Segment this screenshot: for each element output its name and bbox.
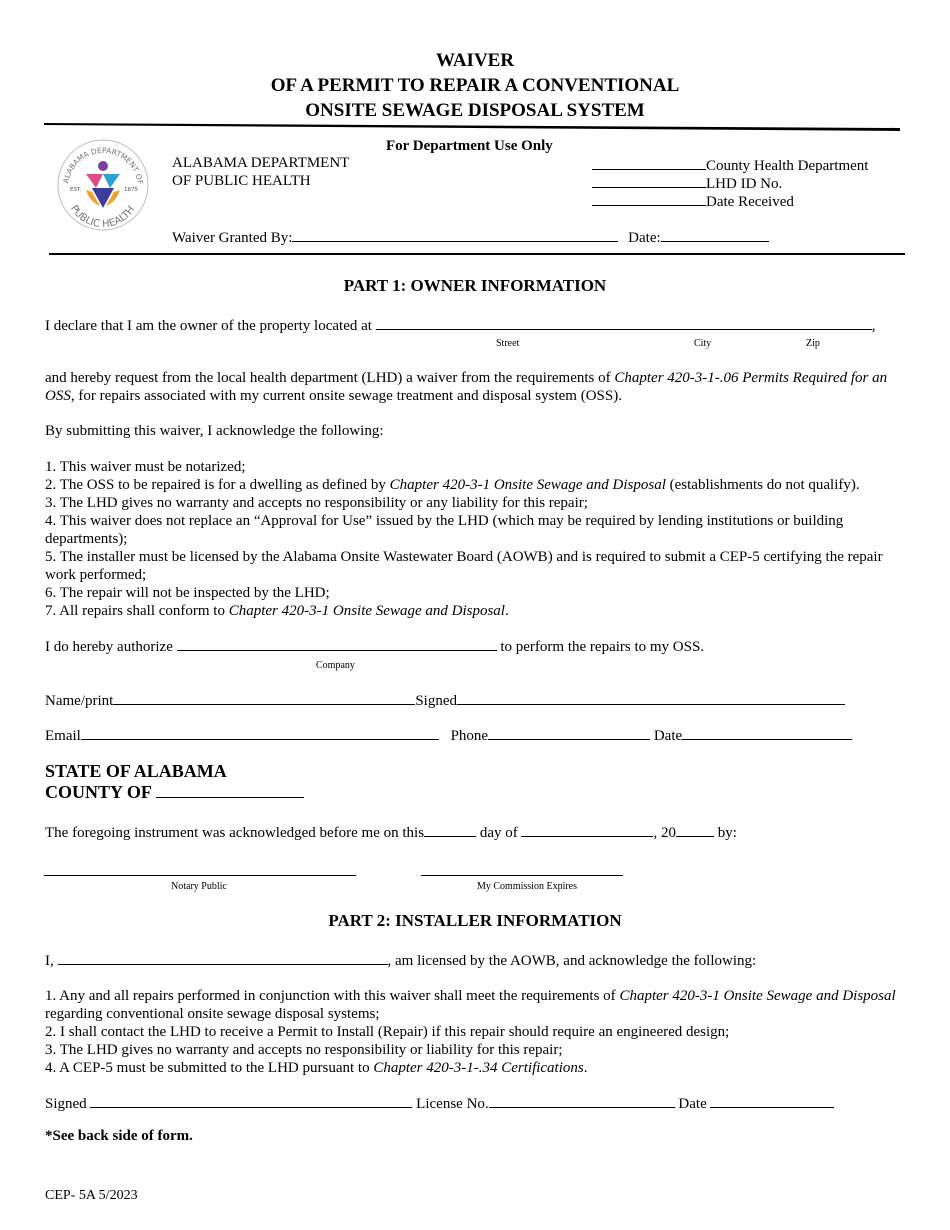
owner-declare-row <box>45 315 875 335</box>
waiver-granted-row <box>172 227 769 247</box>
installer-item-4-text: 4. A CEP-5 must be submitted to the LHD pursuant to <box>45 1060 374 1076</box>
name-print-field[interactable] <box>113 690 415 705</box>
part2-heading: PART 2: INSTALLER INFORMATION <box>328 911 622 930</box>
authorize-suffix: to perform the repairs to my OSS. <box>500 639 705 655</box>
lhd-id-label: LHD ID No. <box>706 176 783 192</box>
installer-ack-list <box>45 987 905 1077</box>
notary-month-field[interactable] <box>521 822 653 837</box>
county-label: COUNTY OF <box>45 782 152 802</box>
notary-day-field[interactable] <box>424 822 476 837</box>
ack-item-7-text: 7. All repairs shall conform to <box>45 603 229 619</box>
date-received-label: Date Received <box>706 194 794 210</box>
state-of-alabama: STATE OF ALABAMA <box>45 761 227 781</box>
ack-item-6: 6. The repair will not be inspected by the LHD; <box>45 585 330 601</box>
ack-item-3: 3. The LHD gives no warranty and accepts no responsibility or any liability for this repair; <box>45 495 588 511</box>
email-phone-row <box>45 725 852 745</box>
email-field[interactable] <box>81 725 439 740</box>
company-field[interactable] <box>177 636 497 651</box>
county-health-dept-row <box>592 155 868 175</box>
county-health-dept-label: County Health Department <box>706 158 869 174</box>
installer-item-2: 2. I shall contact the LHD to receive a Permit to Install (Repair) if this repair should require an engineered design; <box>45 1024 730 1040</box>
ack-item-2 <box>45 476 905 494</box>
ack-item-7 <box>45 602 905 620</box>
street-label: Street <box>496 338 520 349</box>
dept-use-heading: For Department Use Only <box>386 138 553 154</box>
notary-year-field[interactable] <box>676 822 714 837</box>
installer-item-1-text: 1. Any and all repairs performed in conjunction with this waiver shall meet the requirements of <box>45 988 620 1004</box>
dept-section-rule <box>49 253 905 255</box>
ack-item-1: 1. This waiver must be notarized; <box>45 459 246 475</box>
request-citation: Chapter 420-3-1-.06 Permits Required for an OSS <box>45 370 888 404</box>
ack-intro: By submitting this waiver, I acknowledge the following: <box>45 423 384 439</box>
county-row <box>45 782 304 803</box>
part1-heading: PART 1: OWNER INFORMATION <box>343 276 607 295</box>
authorize-row <box>45 636 704 656</box>
owner-date-label: Date <box>653 728 683 744</box>
ack-item-2-citation: Chapter 420-3-1 Onsite Sewage and Disposal <box>389 477 666 493</box>
form-title-line2: OF A PERMIT TO REPAIR A CONVENTIONAL <box>270 75 680 96</box>
notary-ack-label: The foregoing instrument was acknowledged before me on this <box>45 825 425 841</box>
form-id: CEP- 5A 5/2023 <box>45 1188 138 1203</box>
city-label: City <box>694 338 712 349</box>
installer-item-3: 3. The LHD gives no warranty and accepts no responsibility or liability for this repair; <box>45 1042 563 1058</box>
installer-item-4-end: . <box>583 1060 588 1076</box>
date-received-field[interactable] <box>592 191 706 206</box>
authorize-label: I do hereby authorize <box>45 639 173 655</box>
ack-item-2-end: (establishments do not qualify). <box>665 477 860 493</box>
company-label: Company <box>316 660 355 671</box>
notary-public-label: Notary Public <box>171 881 227 892</box>
email-label: Email <box>45 728 81 744</box>
svg-text:ALABAMA DEPARTMENT OF: ALABAMA DEPARTMENT OF <box>61 145 145 185</box>
top-rule <box>44 121 902 133</box>
waiver-date-label: Date: <box>628 230 661 246</box>
installer-i-label: I, <box>45 953 54 969</box>
notary-dayof-label: day of <box>479 825 518 841</box>
back-side-note: *See back side of form. <box>45 1128 193 1144</box>
installer-sign-row <box>45 1093 834 1113</box>
installer-item-4 <box>45 1059 905 1077</box>
installer-item-4-citation: Chapter 420-3-1-.34 Certifications <box>373 1060 584 1076</box>
installer-item-1-citation: Chapter 420-3-1 Onsite Sewage and Disposal <box>619 988 896 1004</box>
notary-year-label: , 20 <box>653 825 676 841</box>
license-no-field[interactable] <box>489 1093 675 1108</box>
request-paragraph <box>45 369 905 405</box>
form-title-line1: WAIVER <box>435 50 515 71</box>
commission-expires-line[interactable] <box>421 875 623 876</box>
lhd-id-row <box>592 173 782 193</box>
installer-item-1-end: regarding conventional onsite sewage disposal systems; <box>45 1006 380 1022</box>
phone-field[interactable] <box>488 725 650 740</box>
zip-label: Zip <box>806 338 820 349</box>
owner-declare-label: I declare that I am the owner of the property located at <box>45 318 372 334</box>
ack-item-4: 4. This waiver does not replace an “Approval for Use” issued by the LHD (which may be required by lending institutions or building departments); <box>45 513 844 547</box>
installer-date-label: Date <box>678 1096 707 1112</box>
waiver-granted-label: Waiver Granted By: <box>172 230 293 246</box>
license-no-label: License No. <box>416 1096 489 1112</box>
form-title-line3: ONSITE SEWAGE DISPOSAL SYSTEM <box>305 100 645 121</box>
ack-item-2-text: 2. The OSS to be repaired is for a dwelling as defined by <box>45 477 390 493</box>
adph-logo-icon <box>56 138 150 232</box>
notary-signature-line[interactable] <box>44 875 356 876</box>
installer-date-field[interactable] <box>710 1093 834 1108</box>
name-signed-row <box>45 690 845 710</box>
name-print-label: Name/print <box>45 693 114 709</box>
agency-name-line1: ALABAMA DEPARTMENT <box>172 155 350 171</box>
waiver-date-field[interactable] <box>661 227 769 242</box>
request-text: and hereby request from the local health department (LHD) a waiver from the requirements of <box>45 370 615 386</box>
county-field[interactable] <box>156 782 304 798</box>
svg-text:EST.: EST. <box>70 187 82 193</box>
phone-label: Phone <box>450 728 489 744</box>
ack-list <box>45 458 905 620</box>
property-address-field[interactable] <box>376 315 872 330</box>
owner-date-field[interactable] <box>682 725 852 740</box>
commission-expires-label: My Commission Expires <box>477 881 578 892</box>
installer-licensed-label: , am licensed by the AOWB, and acknowledge the following: <box>387 953 757 969</box>
installer-signed-field[interactable] <box>90 1093 412 1108</box>
declare-comma: , <box>871 318 876 334</box>
installer-item-1 <box>45 987 905 1023</box>
installer-name-row <box>45 950 756 970</box>
svg-text:1875: 1875 <box>124 187 138 193</box>
date-received-row <box>592 191 794 211</box>
notary-by-label: by: <box>717 825 737 841</box>
installer-name-field[interactable] <box>58 950 388 965</box>
ack-item-7-end: . <box>504 603 509 619</box>
installer-signed-label: Signed <box>45 1096 87 1112</box>
request-text-end: , for repairs associated with my current onsite sewage treatment and disposal system (OSS). <box>70 388 622 404</box>
county-health-dept-field[interactable] <box>592 155 706 170</box>
waiver-granted-field[interactable] <box>292 227 618 242</box>
agency-name-line2: OF PUBLIC HEALTH <box>172 173 311 189</box>
lhd-id-field[interactable] <box>592 173 706 188</box>
owner-signed-label: Signed <box>415 693 457 709</box>
notary-ack-row <box>45 822 737 842</box>
owner-signed-field[interactable] <box>457 690 845 705</box>
ack-item-7-citation: Chapter 420-3-1 Onsite Sewage and Disposal <box>228 603 505 619</box>
svg-text:PUBLIC HEALTH: PUBLIC HEALTH <box>67 203 138 231</box>
ack-item-5: 5. The installer must be licensed by the Alabama Onsite Wastewater Board (AOWB) and is required to submit a CEP-5 certifying the repair work performed; <box>45 549 883 583</box>
